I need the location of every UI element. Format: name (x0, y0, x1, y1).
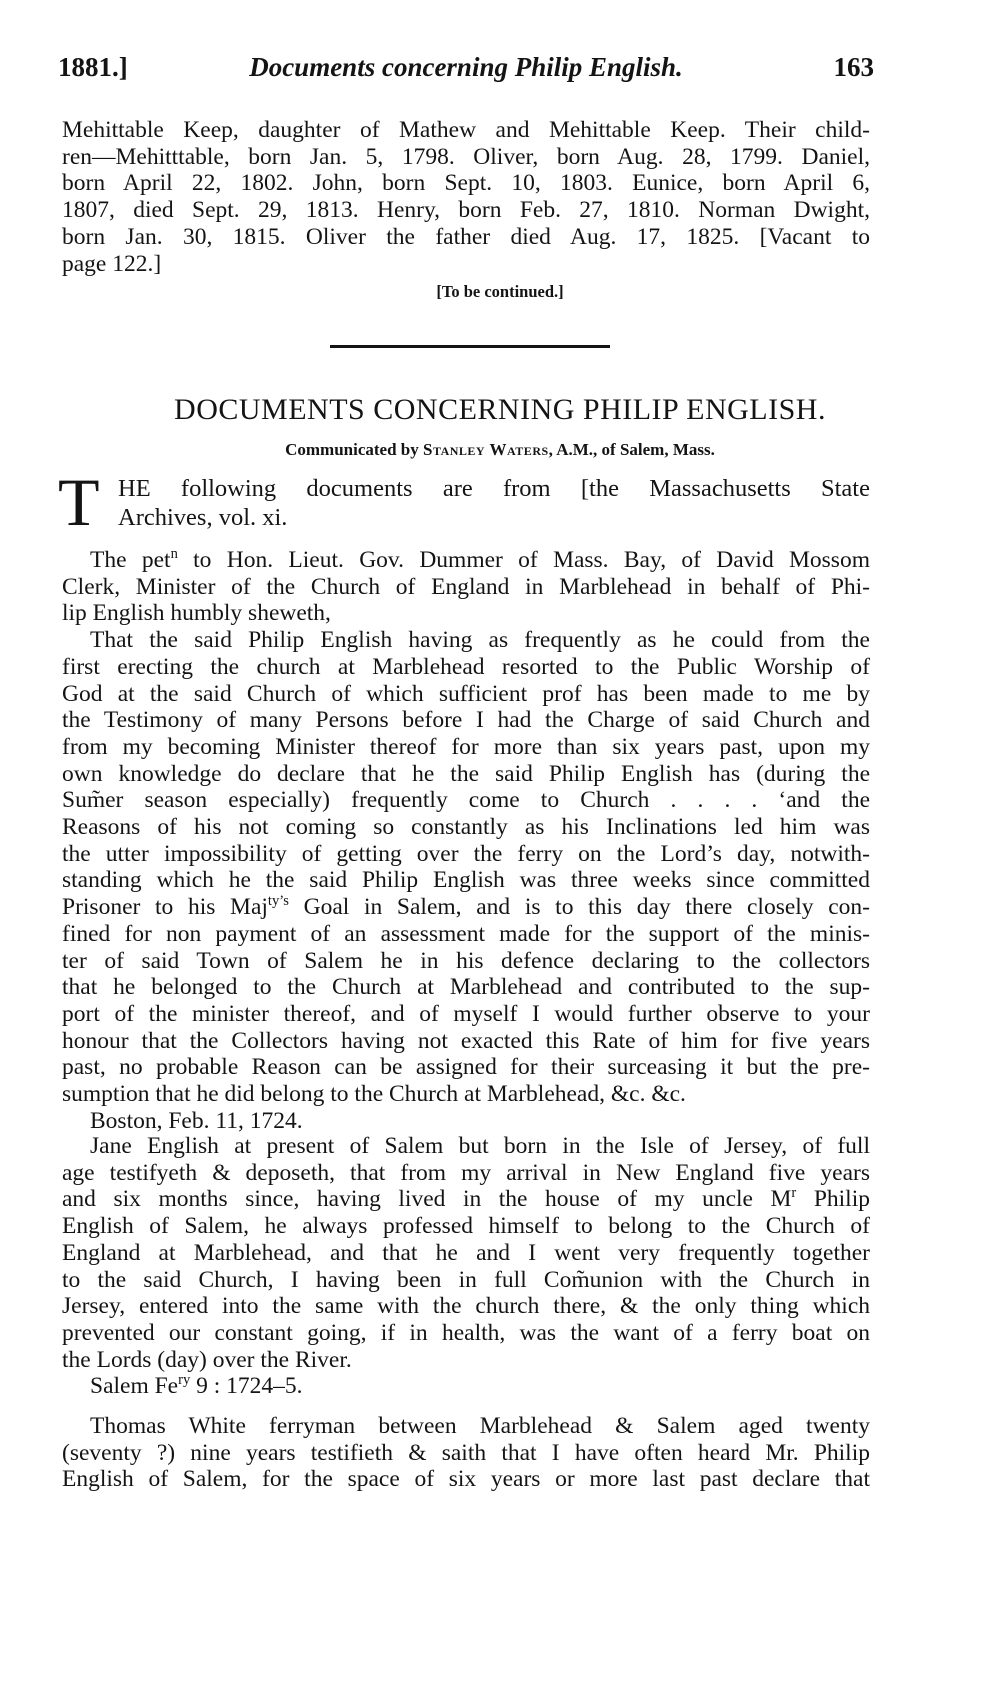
text-run: Salem Fe (90, 1373, 179, 1400)
byline (0, 440, 1000, 460)
text-run: Prisoner to his Maj (62, 894, 268, 921)
text-run: The pet (90, 547, 171, 573)
text-line: (seventy ?) nine years testifieth & saith that I have often heard Mr. Philip (62, 1439, 870, 1466)
text-line: ter of said Town of Salem he in his defence declaring to the collectors (62, 947, 870, 974)
byline-prefix: Communicated by (285, 440, 419, 459)
text-line: Sum̃er season especially) frequently come to Church . . . . ‘and the (62, 787, 870, 814)
jane-english-deposition (62, 1133, 870, 1400)
deposition-date (62, 1373, 870, 1400)
superscript: ty’s (267, 893, 289, 910)
text-line: to the said Church, I having been in full Com̃union with the Church in (62, 1266, 870, 1293)
text-run: and six months since, having lived in the house of my uncle M (62, 1186, 792, 1213)
text-line: the utter impossibility of getting over the ferry on the Lord’s day, notwith- (62, 840, 870, 867)
text-line (62, 547, 870, 574)
superscript: r (791, 1185, 797, 1202)
text-line: the Lords (day) over the River. (62, 1346, 352, 1373)
text-line: from my becoming Minister thereof for more than six years past, upon my (62, 733, 870, 760)
text-line: That the said Philip English having as frequently as he could from the (90, 627, 870, 654)
text-line: English of Salem, for the space of six years or more last past declare that (62, 1466, 870, 1493)
text-line: that he belonged to the Church at Marblehead and contributed to the sup- (62, 974, 870, 1001)
article-title: DOCUMENTS CONCERNING PHILIP ENGLISH. (174, 393, 826, 426)
text-line: Reasons of his not coming so constantly as his Inclinations led him was (62, 814, 870, 841)
text-line: HE following documents are from [the Massachusetts State (118, 475, 870, 502)
text-line: page 122.] (62, 250, 162, 277)
text-run: 9 : 1724–5. (190, 1373, 303, 1400)
text-line: Mehittable Keep, daughter of Mathew and Mehittable Keep. Their child- (62, 117, 870, 143)
text-run: Philip (796, 1186, 870, 1213)
text-line (62, 894, 870, 921)
text-line: God at the said Church of which sufficient prof has been made to me by (62, 680, 870, 707)
text-line: own knowledge do declare that he the said Philip English has (during the (62, 760, 870, 787)
text-line: prevented our constant going, if in health, was the want of a ferry boat on (62, 1319, 870, 1346)
text-line: the Testimony of many Persons before I had the Charge of said Church and (62, 707, 870, 734)
text-line: Jersey, entered into the same with the church there, & the only thing which (62, 1293, 870, 1320)
text-line: England at Marblehead, and that he and I went very frequently together (62, 1239, 870, 1266)
byline-author: Stanley Waters (423, 440, 549, 459)
text-line: honour that the Collectors having not exacted this Rate of him for five years (62, 1027, 870, 1054)
text-line: standing which he the said Philip English was three weeks since committed (62, 867, 870, 894)
thomas-white-deposition (62, 1413, 870, 1493)
text-line: Thomas White ferryman between Marblehead & Salem aged twenty (90, 1413, 870, 1439)
text-line: Archives, vol. xi. (118, 504, 288, 531)
header-year: 1881.] (58, 52, 128, 82)
section-divider (330, 345, 610, 348)
text-line: port of the minister thereof, and of myself I would further observe to your (62, 1000, 870, 1027)
text-run: to Hon. Lieut. Gov. Dummer of Mass. Bay, of David Mossom (177, 547, 870, 573)
drop-cap: T (58, 464, 100, 540)
text-line: sumption that he did belong to the Church at Marblehead, &c. &c. (62, 1081, 686, 1108)
petition-date: Boston, Feb. 11, 1724. (90, 1107, 303, 1134)
text-line: lip English humbly sheweth, (62, 600, 331, 627)
running-header (58, 52, 874, 92)
text-line: age testifyeth & deposeth, that from my arrival in New England five years (62, 1159, 870, 1186)
text-line: 1807, died Sept. 29, 1813. Henry, born Feb. 27, 1810. Norman Dwight, (62, 197, 870, 224)
superscript: n (170, 546, 178, 563)
text-line: Jane English at present of Salem but born in the Isle of Jersey, of full (90, 1133, 870, 1159)
text-line: English of Salem, he always professed himself to belong to the Church of (62, 1213, 870, 1240)
text-line: first erecting the church at Marblehead resorted to the Public Worship of (62, 653, 870, 680)
text-line: Clerk, Minister of the Church of England in Marblehead in behalf of Phi- (62, 573, 870, 600)
text-run: Goal in Salem, and is to this day there closely con- (288, 894, 870, 921)
petition-paragraph (62, 547, 870, 1134)
text-line: born April 22, 1802. John, born Sept. 10, 1803. Eunice, born April 6, (62, 170, 870, 197)
byline-suffix: , A.M., of Salem, Mass. (548, 440, 715, 459)
previous-section-paragraph (62, 117, 870, 277)
text-line: ren—Mehitttable, born Jan. 5, 1798. Oliver, born Aug. 28, 1799. Daniel, (62, 143, 870, 170)
to-be-continued-note: [To be continued.] (436, 282, 564, 301)
header-title: Documents concerning Philip English. (249, 52, 683, 82)
text-line: born Jan. 30, 1815. Oliver the father died Aug. 17, 1825. [Vacant to (62, 223, 870, 250)
page-number: 163 (833, 52, 874, 82)
superscript: ry (178, 1372, 191, 1389)
intro-paragraph (118, 474, 870, 532)
text-line: fined for non payment of an assessment made for the support of the minis- (62, 920, 870, 947)
text-line: past, no probable Reason can be assigned for their surceasing it but the pre- (62, 1054, 870, 1081)
text-line (62, 1186, 870, 1213)
